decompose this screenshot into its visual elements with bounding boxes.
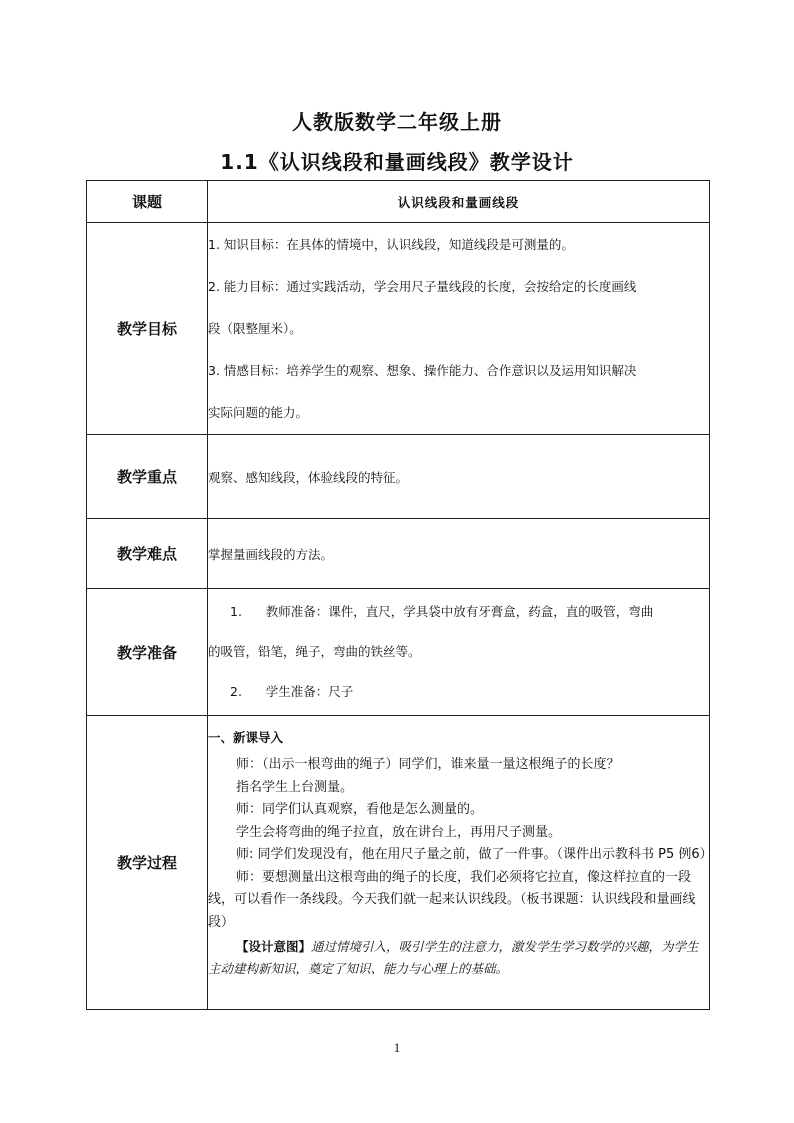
process-line: 师：要想测量出这根弯曲的绳子的长度，我们必须将它拉直，像这样拉直的一段线，可以看作一条线段。今天我们就一起来认识线段。（板书课题：认识线段和量画线段） <box>208 869 696 930</box>
design-intent <box>208 936 709 980</box>
process-line: 师：同学们认真观察，看他是怎么测量的。 <box>236 802 484 817</box>
goals-content <box>208 223 710 435</box>
table-row-prep <box>87 589 710 716</box>
process-label: 教学过程 <box>87 716 208 1010</box>
topic-label: 课题 <box>87 181 208 223</box>
design-text: 通过情境引入，吸引学生的注意力，激发学生学习数学的兴趣，为学生主动建构新知识，奠定了知识、能力与心理上的基础。 <box>208 939 699 976</box>
table-row-process <box>87 716 710 1010</box>
difficult-value: 掌握量画线段的方法。 <box>208 519 710 589</box>
goal-line: 2. 能力目标：通过实践活动，学会用尺子量线段的长度，会按给定的长度画线 <box>208 279 637 294</box>
prep-content <box>208 589 710 716</box>
process-content <box>208 716 713 1010</box>
goals-label: 教学目标 <box>87 223 208 435</box>
lesson-plan-table <box>86 180 713 1010</box>
goal-line: 实际问题的能力。 <box>208 405 309 420</box>
table-row-key <box>87 435 710 519</box>
table-row-topic <box>87 181 710 223</box>
design-tag: 【设计意图】 <box>236 939 312 954</box>
prep-line: 的吸管，铅笔，绳子，弯曲的铁丝等。 <box>208 644 421 659</box>
table-row-difficult <box>87 519 710 589</box>
document-title: 人教版数学二年级上册 <box>292 110 502 134</box>
topic-value: 认识线段和量画线段 <box>208 181 710 223</box>
goal-line: 段（限整厘米）。 <box>208 321 302 336</box>
prep-label: 教学准备 <box>87 589 208 716</box>
process-line: 学生会将弯曲的绳子拉直，放在讲台上，再用尺子测量。 <box>236 824 562 840</box>
table-row-goals <box>87 223 710 435</box>
goal-line: 3. 情感目标：培养学生的观察、想象、操作能力、合作意识以及运用知识解决 <box>208 363 637 378</box>
process-line: 指名学生上台测量。 <box>236 779 354 795</box>
process-line: 师：（出示一根弯曲的绳子）同学们，谁来量一量这根绳子的长度？ <box>236 757 620 772</box>
prep-line: 1. 教师准备：课件，直尺，学具袋中放有牙膏盒，药盒，直的吸管，弯曲 <box>230 604 654 619</box>
process-line: 师: 同学们发现没有，他在用尺子量之前，做了一件事。（课件出示教科书 P5 例6） <box>236 847 713 862</box>
document-subtitle: 1.1《认识线段和量画线段》教学设计 <box>220 150 574 174</box>
key-value: 观察、感知线段，体验线段的特征。 <box>208 435 710 519</box>
difficult-label: 教学难点 <box>87 519 208 589</box>
prep-line: 2. 学生准备：尺子 <box>230 684 354 699</box>
key-label: 教学重点 <box>87 435 208 519</box>
goal-line: 1. 知识目标：在具体的情境中，认识线段，知道线段是可测量的。 <box>208 237 574 252</box>
section-title: 一、新课导入 <box>208 730 284 745</box>
page-number: 1 <box>393 1040 401 1055</box>
